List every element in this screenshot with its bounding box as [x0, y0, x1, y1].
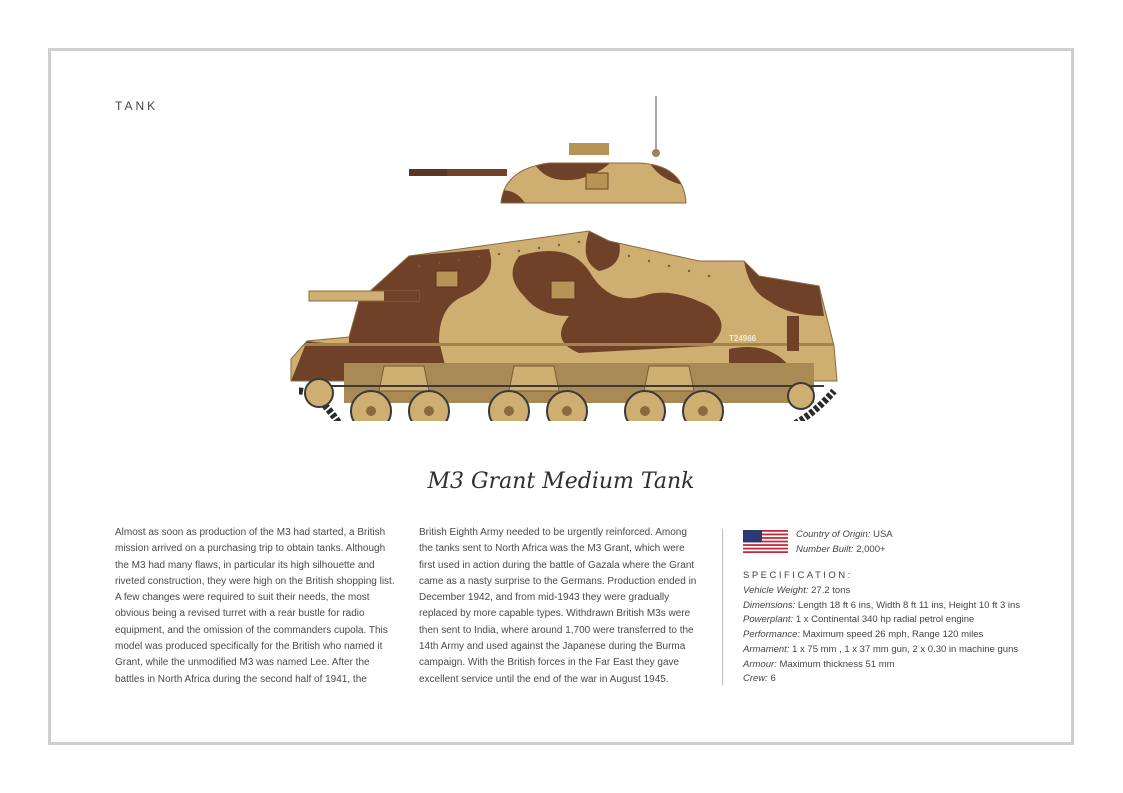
column-divider [722, 529, 723, 685]
description-column-1: Almost as soon as production of the M3 had started, a British mission arrived on a purchasing trip to obtain tanks. Although the M3 had many flaws, in particular its high silhouette and riveted construction, they were high on the British shopping list. A few changes were required to suit their needs, the most obvious being a revised turret with a rear bustle for radio equipment, and the omission of the commanders cupola. This model was produced specifically for the British who named it Grant, while the unmodified M3 was named Lee. After the battles in North Africa during the second half of 1941, the [115, 527, 395, 685]
spec-row: Armament: 1 x 75 mm , 1 x 37 mm gun, 2 x 0.30 in machine guns [743, 643, 1019, 655]
us-flag-icon [743, 530, 788, 553]
tank-illustration [289, 91, 849, 421]
spec-row: Dimensions: Length 18 ft 6 ins, Width 8 ft 11 ins, Height 10 ft 3 ins [743, 599, 1021, 611]
hull-serial-number: T24966 [729, 334, 757, 343]
spec-row: Crew: 6 [743, 673, 776, 685]
spec-row: Armour: Maximum thickness 51 mm [743, 658, 895, 670]
origin-info [796, 527, 893, 557]
spec-row: Powerplant: 1 x Continental 340 hp radial petrol engine [743, 614, 975, 626]
country-of-origin-row: Country of Origin: USA [796, 529, 893, 540]
specification-heading: SPECIFICATION: [743, 570, 853, 581]
specification-list [743, 584, 1020, 687]
spec-row: Performance: Maximum speed 26 mph, Range 120 miles [743, 629, 984, 641]
number-built-row: Number Built: 2,000+ [796, 544, 886, 555]
category-label: TANK [115, 99, 159, 113]
description-column-2: British Eighth Army needed to be urgently reinforced. Among the tanks sent to North Africa was the M3 Grant, which were first used in action during the battle of Gazala where the Grant came as a nasty surprise to the Germans. Production ended in December 1942, and from mid-1943 they were gradually replaced by more capable types. Withdrawn British M3s were then sent to India, where around 1,700 were transferred to the 14th Army and used against the Japanese during the Burma campaign. With the British forces in the Far East they gave excellent service until the end of the war in August 1945. [419, 527, 697, 685]
tank-title: M3 Grant Medium Tank [427, 469, 695, 494]
spec-row: Vehicle Weight: 27.2 tons [743, 585, 851, 596]
print-frame [48, 48, 1074, 745]
